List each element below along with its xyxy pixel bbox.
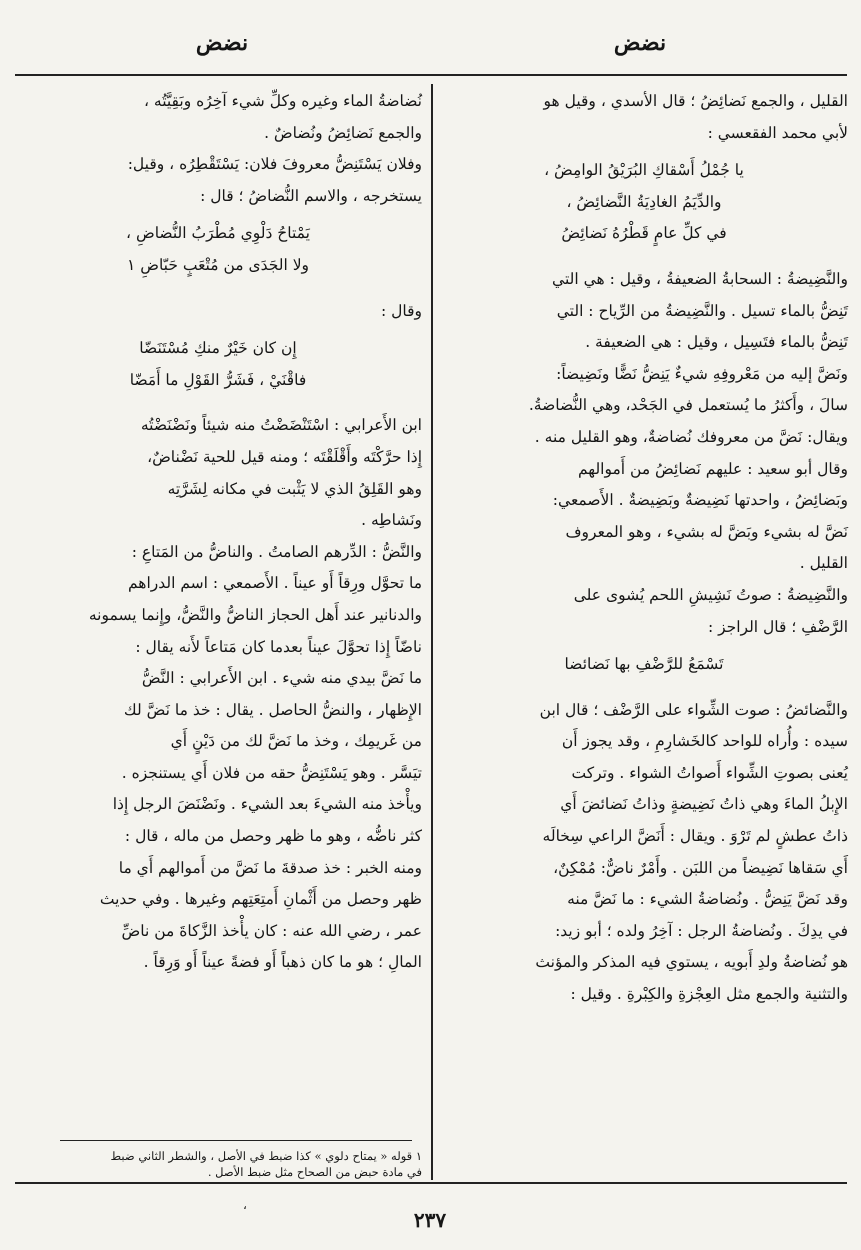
- text-line: والتثنية والجمع مثل العِجْزةِ والكِبْرةِ . وقيل :: [570, 985, 848, 1004]
- left-column: [14, 86, 422, 1132]
- text-line: سالَ ، وأَكثرُ ما يُستعمل في الجَحْد، وهي النُّضاضةُ.: [528, 396, 848, 415]
- text-line: القليل ، والجمع نَضائِضُ ؛ قال الأسدي ، وقيل هو: [543, 92, 848, 110]
- text-line: سيده : وأُراه للواحد كالخَشارِمِ ، وقد يجوز أَن: [561, 732, 848, 751]
- text-line: ونَضَّ إليه من مَعْروفِهِ شيءٌ يَنِضُّ نَضًّا ونَضِيضاً:: [556, 364, 848, 383]
- text-line: ومنه الخبر : خذ صدقةَ ما نَضَّ من أَموالهم أَي ما: [118, 858, 422, 877]
- text-line: نُضاضةُ الماء وغيره وكلِّ شيء آخِرُه وبَقِيَّتُه ،: [143, 92, 422, 110]
- text-line: ظهر وحصل من أَثْمانِ أَمتِعَتِهم وغيرها . وفي حديث: [99, 890, 422, 909]
- text-line: ونَشاطِه .: [361, 511, 422, 530]
- text-line: من غَريمِك ، وخذ ما نَضَّ لك من دَيْنٍ أَي: [170, 732, 422, 751]
- headword-right: نضض: [613, 30, 667, 56]
- text-line: وبَضائِضُ ، واحدتها نَضِيضةٌ وبَضِيضةٌ . الأَصمعي:: [552, 491, 848, 510]
- text-line: وهو القَلِقُ الذي لا يَثْبت في مكانه لِشَرَّتِه: [167, 479, 422, 498]
- text-line: والجمع نَضائِضُ ونُضاضٌ .: [264, 123, 422, 142]
- footnote: [14, 1148, 422, 1180]
- text-line: الإِظهار ، والنضُّ الحاصل . يقال : خذ ما نَضَّ لك: [123, 700, 422, 719]
- verse-line: يَمْتاحُ دَلْوِي مُطْرَبُ النُّضاضِ ،: [126, 224, 310, 243]
- text-line: ما تحوَّل ورِقاً أَو عيناً . الأَصمعي : اسم الدراهم: [127, 574, 422, 593]
- text-line: ويأْخذ منه الشيءَ بعد الشيء . ونَضْنَضَ الرجل إِذا: [112, 795, 422, 814]
- text-line: وقال :: [380, 301, 422, 320]
- text-line: القليل .: [799, 554, 848, 573]
- text-line: يستخرجه ، والاسم النُّضاضُ ؛ قال :: [200, 186, 422, 205]
- verse-line: في كلِّ عامٍ قَطْرُهُ نَضائِضُ: [561, 224, 727, 243]
- verse-line: والدِّيَمُ الغادِيَةُ النَّضائِضُ ،: [566, 192, 722, 211]
- verse-line: فاقْنَيْ ، فَشَرُّ القَوْلِ ما أَمَضّا: [129, 370, 307, 389]
- text-line: وفلان يَسْتَنِضُّ معروفَ فلان: يَسْتَقْطِرُه ، وقيل:: [127, 155, 422, 174]
- text-line: والنَّضِيضةُ : السحابةُ الضعيفةُ ، وقيل : هي التي: [552, 269, 848, 288]
- text-line: والنَّضِيضةُ : صوتُ نَشِيشِ اللحم يُشوى على: [573, 585, 848, 604]
- top-rule: [15, 74, 847, 76]
- text-line: هو نُضاضةُ ولدِ أَبويه ، يستوي فيه المذكر والمؤنث: [535, 953, 848, 972]
- verse-line: يا جُمْلُ أَسْقاكِ البُرَيْقُ الوامِضُ ،: [544, 161, 744, 180]
- right-column: [440, 86, 848, 1176]
- page-number: ٢٣٧: [413, 1208, 447, 1232]
- text-line: ذاتُ عطشٍ لم تَرْوَ . ويقال : أَنَضَّ الراعي سِخالَه: [542, 827, 848, 846]
- footnote-line: في مادة حبض من الصحاح مثل ضبط الأصل .: [207, 1165, 422, 1179]
- text-line: تيَسَّر . وهو يَسْتَنِضُّ حقه من فلان أَي يستنجزه .: [121, 763, 422, 782]
- text-line: تَنِضُّ بالماء تسيل . والنَّضِيضةُ من الرِّياح : التي: [556, 301, 848, 320]
- text-line: يُعنى بصوتِ الشِّواء أَصواتُ الشواء . وتركت: [571, 763, 848, 782]
- text-line: والنَّضائضُ : صوت الشِّواء على الرَّضْف ؛ قال ابن: [539, 700, 848, 719]
- text-line: أَي سَقاها نَضِيضاً من اللبَن . وأَمْرٌ ناضٌّ: مُمْكِنٌ،: [553, 858, 848, 877]
- text-line: ناضّاً إِذا تحوَّلَ عيناً بعدما كان مَتاعاً لأَنه يقال :: [135, 637, 422, 656]
- text-line: تَنِضُّ بالماء فتَسِيل ، وقيل : هي الضعيفة .: [585, 333, 848, 352]
- verse-line: ولا الجَدَى من مُتْعَبٍ حَبّاضِ ١: [126, 255, 310, 274]
- text-line: كثر ناضُّه ، وهو ما ظهر وحصل من ماله ، قال :: [124, 827, 422, 846]
- text-line: ويقال: نَضَّ من معروفك نُضاضةٌ، وهو القليل منه .: [534, 427, 848, 446]
- text-line: الرَّضْفِ ؛ قال الراجز :: [707, 617, 848, 636]
- text-line: وقال أبو سعيد : عليهم نَضائِضُ من أَموالهم: [577, 459, 848, 478]
- text-line: والدنانير عند أَهل الحجاز الناضُّ والنَّضُّ، وإِنما يسمونه: [88, 605, 422, 624]
- text-line: وقد نَضَّ يَنِضُّ . ونُضاضةُ الشيء : ما نَضَّ منه: [567, 890, 848, 909]
- text-line: عمر ، رضي الله عنه : كان يأْخذ الزَّكاةَ من ناضِّ: [121, 921, 422, 940]
- headword-left: نضض: [195, 30, 249, 56]
- column-divider: [431, 84, 433, 1180]
- verse-line: تَسْمَعُ للرَّضْفِ بها نَضائضا: [564, 655, 724, 674]
- footnote-rule: [60, 1140, 412, 1141]
- text-line: نَضَّ له بشيء وبَضَّ له بشيء ، وهو المعروف: [565, 522, 848, 541]
- text-line: في يدِكَ . ونُضاضةُ الرجل : آخِرُ ولده ؛ أبو زيد:: [555, 921, 848, 940]
- text-line: ما نَضَّ بيدي منه شيء . ابن الأَعرابي : النَّضُّ: [141, 669, 422, 688]
- bottom-rule: [15, 1182, 847, 1184]
- text-line: لأبي محمد الفقعسي :: [707, 123, 848, 142]
- text-line: الإِبلُ الماءَ وهي ذاتُ نَضِيضةٍ وذاتُ نَضائضَ أَي: [560, 795, 848, 814]
- text-line: المالِ ؛ هو ما كان ذهباً أَو فضةً عيناً أَو وَرِقاً .: [143, 953, 422, 972]
- verse-line: إِن كان خَيْرٌ منكِ مُسْتَنَضّا: [139, 339, 297, 358]
- footnote-line: ١ قوله « يمتاح دلوي » كذا ضبط في الأصل ، والشطر الثاني ضبط: [110, 1149, 422, 1163]
- text-line: والنَّضُّ : الدِّرهم الصامتُ . والناضُّ من المَتاعِ :: [131, 542, 422, 561]
- text-line: إِذا حرَّكْتَه وأَقْلَقْتَه ؛ ومنه قيل للحية نَضْناضٌ،: [147, 447, 422, 466]
- bottom-mark: ،: [243, 1198, 247, 1212]
- text-line: ابن الأَعرابي : اسْتَنْضَضْتُ منه شيئاً ونَضْنَضْتُه: [140, 416, 422, 435]
